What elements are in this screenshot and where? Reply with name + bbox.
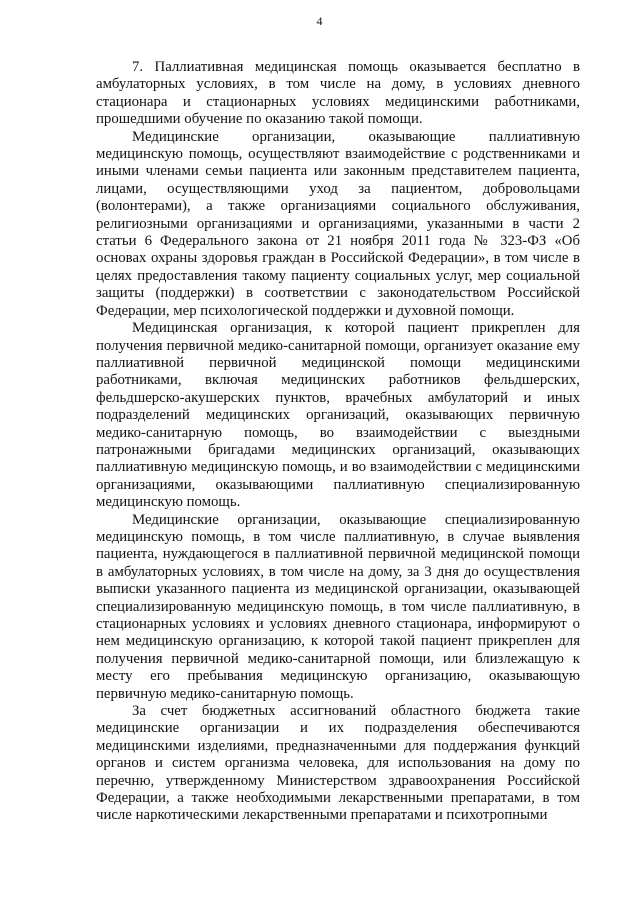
paragraph-interaction-with-relatives: Медицинские организации, оказывающие паллиативную медицинскую помощь, осуществляют взаимодействие с родственниками и иными членами семьи пациента или законным представителем пациента, лицами, осуществляющими уход за пациентом, добровольцами (волонтерами), а также организациями социального обслуживания, религиозными организациями и организациями, указанными в части 2 статьи 6 Федерального закона от 21 ноября 2011 года № 323-ФЗ «Об основах охраны здоровья граждан в Российской Федерации», в том числе в целях предоставления такому пациенту социальных услуг, мер социальной защиты (поддержки) в соответствии с законодательством Российской Федерации, мер психологической поддержки и духовной помощи.	[96, 128, 580, 319]
page-number: 4	[316, 14, 323, 28]
paragraph-palliative-care-free: 7. Паллиативная медицинская помощь оказывается бесплатно в амбулаторных условиях, в том числе на дому, в условиях дневного стационара и стационарных условиях медицинскими работниками, прошедшими обучение по оказанию такой помощи.	[96, 59, 580, 128]
document-body	[96, 59, 580, 825]
paragraph-primary-care-organization: Медицинская организация, к которой пациент прикреплен для получения первичной медико-санитарной помощи, организует оказание ему паллиативной первичной медицинской помощи медицинскими работниками, включая медицинских работников фельдшерских, фельдшерско-акушерских пунктов, врачебных амбулаторий и иных подразделений медицинских организаций, оказывающих первичную медико-санитарную помощь, во взаимодействии с выездными патронажными бригадами медицинских организаций, оказывающих паллиативную медицинскую помощь, и во взаимодействии с медицинскими организациями, оказывающими паллиативную специализированную медицинскую помощь.	[96, 320, 580, 511]
paragraph-budget-funding: За счет бюджетных ассигнований областного бюджета такие медицинские организации и их подразделения обеспечиваются медицинскими изделиями, предназначенными для поддержания функций органов и систем организма человека, для использования на дому по перечню, утвержденному Министерством здравоохранения Российской Федерации, а также необходимыми лекарственными препаратами, в том числе наркотическими лекарственными препаратами и психотропными	[96, 703, 580, 824]
paragraph-specialized-care-notification: Медицинские организации, оказывающие специализированную медицинскую помощь, в том числе паллиативную, в случае выявления пациента, нуждающегося в паллиативной первичной медицинской помощи в амбулаторных условиях, в том числе на дому, за 3 дня до осуществления выписки указанного пациента из медицинской организации, оказывающей специализированную медицинскую помощь, в том числе паллиативную, в стационарных условиях и условиях дневного стационара, информируют о нем медицинскую организацию, к которой такой пациент прикреплен для получения первичной медико-санитарной помощи, или близлежащую к месту его пребывания медицинскую организацию, оказывающую первичную медико-санитарную помощь.	[96, 511, 580, 702]
